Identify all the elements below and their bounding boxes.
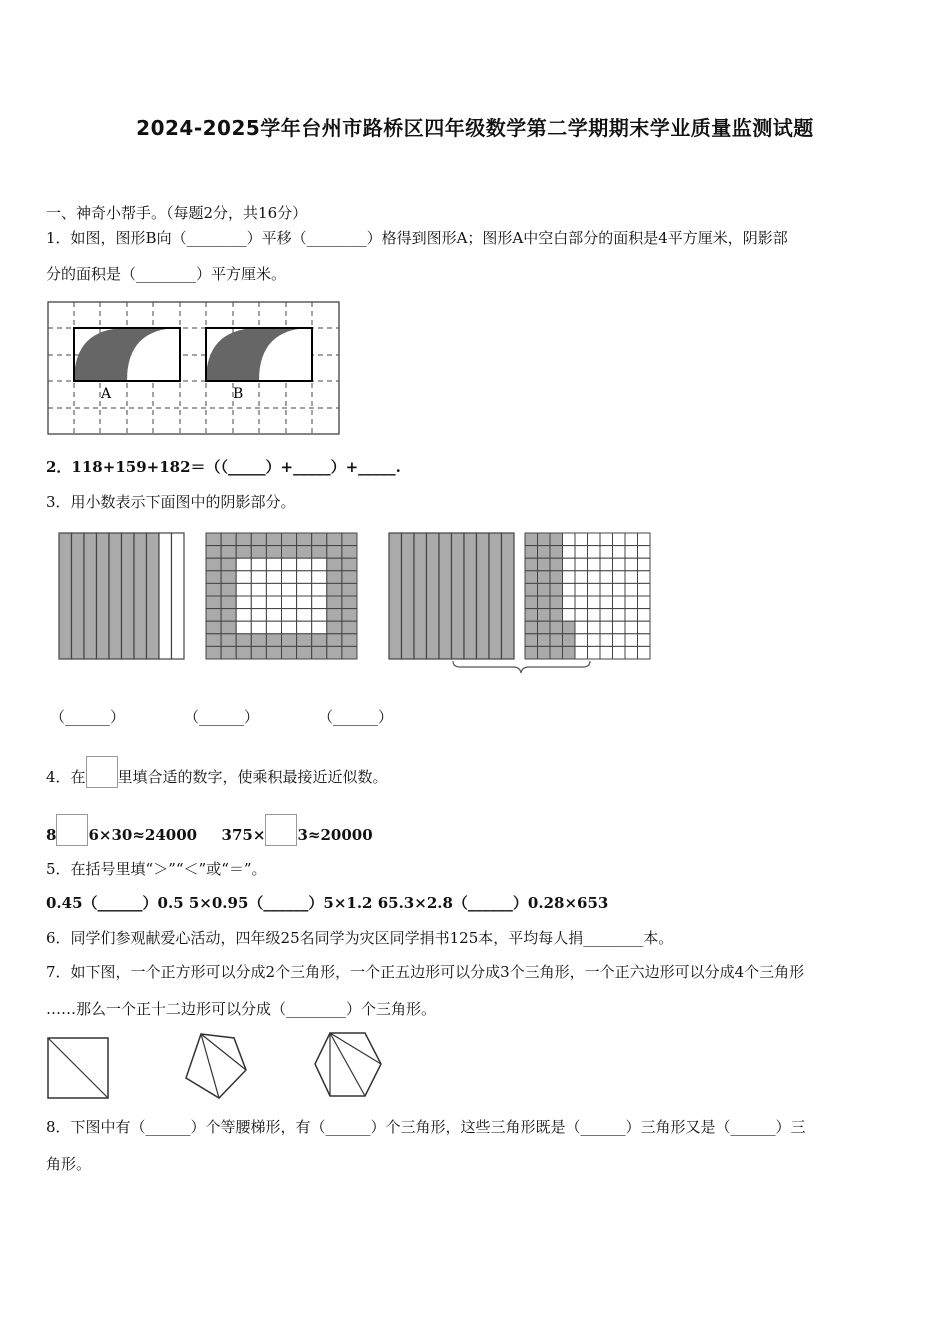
question-1-line-1: 1．如图，图形B向（________）平移（________）格得到图形A；图形A中空白部分的面积是4平方厘米，阴影部 bbox=[46, 229, 788, 247]
shape-a bbox=[74, 328, 180, 381]
label-b: B bbox=[233, 386, 244, 402]
question-6: 6．同学们参观献爱心活动，四年级25名同学为灾区同学捐书125本，平均每人捐________本。 bbox=[46, 929, 674, 947]
question-3-blank-3: （______） bbox=[318, 708, 394, 726]
expr-2-end: 3≈20000 bbox=[297, 826, 373, 844]
question-3-blank-1: （______） bbox=[50, 708, 126, 726]
shape-b bbox=[206, 328, 312, 381]
question-5-text: 5．在括号里填“＞”“＜”或“＝”。 bbox=[46, 860, 267, 878]
expr-1-start: 8 bbox=[46, 826, 57, 844]
page-title: 2024-2025学年台州市路桥区四年级数学第二学期期末学业质量监测试题 bbox=[136, 116, 814, 140]
question-7-line-2: ……那么一个正十二边形可以分成（________）个三角形。 bbox=[46, 1000, 437, 1018]
question-4-expressions bbox=[46, 814, 373, 846]
question-4-suffix: 里填合适的数字，使乘积最接近近似数。 bbox=[117, 768, 388, 786]
expr-2-start: 375× bbox=[221, 826, 266, 844]
translation-grid-figure bbox=[47, 301, 341, 437]
answer-box[interactable] bbox=[265, 814, 297, 846]
question-7-line-1: 7．如下图，一个正方形可以分成2个三角形，一个正五边形可以分成3个三角形，一个正六边形可以分成4个三角形 bbox=[46, 963, 805, 981]
section-heading: 一、神奇小帮手。（每题2分，共16分） bbox=[46, 204, 308, 222]
brace bbox=[453, 661, 590, 673]
question-4-prefix: 4．在 bbox=[46, 768, 86, 786]
question-2: 2．118+159+182＝（（_____）+_____）+_____. bbox=[46, 458, 401, 476]
label-a: A bbox=[101, 386, 112, 402]
square-triangulation bbox=[46, 1036, 110, 1100]
decimal-figure-combined bbox=[388, 533, 651, 673]
answer-box[interactable] bbox=[86, 756, 118, 788]
decimal-figure-strips bbox=[58, 533, 186, 661]
pentagon-triangulation bbox=[183, 1030, 249, 1102]
question-1-line-2: 分的面积是（________）平方厘米。 bbox=[46, 265, 287, 283]
question-4-text bbox=[46, 756, 388, 788]
question-3-blank-2: （______） bbox=[184, 708, 260, 726]
expr-1-end: 6×30≈24000 bbox=[88, 826, 198, 844]
question-8-line-1: 8．下图中有（______）个等腰梯形，有（______）个三角形，这些三角形既是（______）三角形又是（______）三 bbox=[46, 1118, 806, 1136]
question-3-text: 3．用小数表示下面图中的阴影部分。 bbox=[46, 493, 296, 511]
answer-box[interactable] bbox=[56, 814, 88, 846]
question-5-items: 0.45（______）0.5 5×0.95（______）5×1.2 65.3×2.8（______）0.28×653 bbox=[46, 894, 609, 912]
decimal-figure-grid-frame bbox=[205, 533, 358, 661]
question-8-line-2: 角形。 bbox=[46, 1155, 92, 1173]
hexagon-triangulation bbox=[313, 1030, 383, 1100]
